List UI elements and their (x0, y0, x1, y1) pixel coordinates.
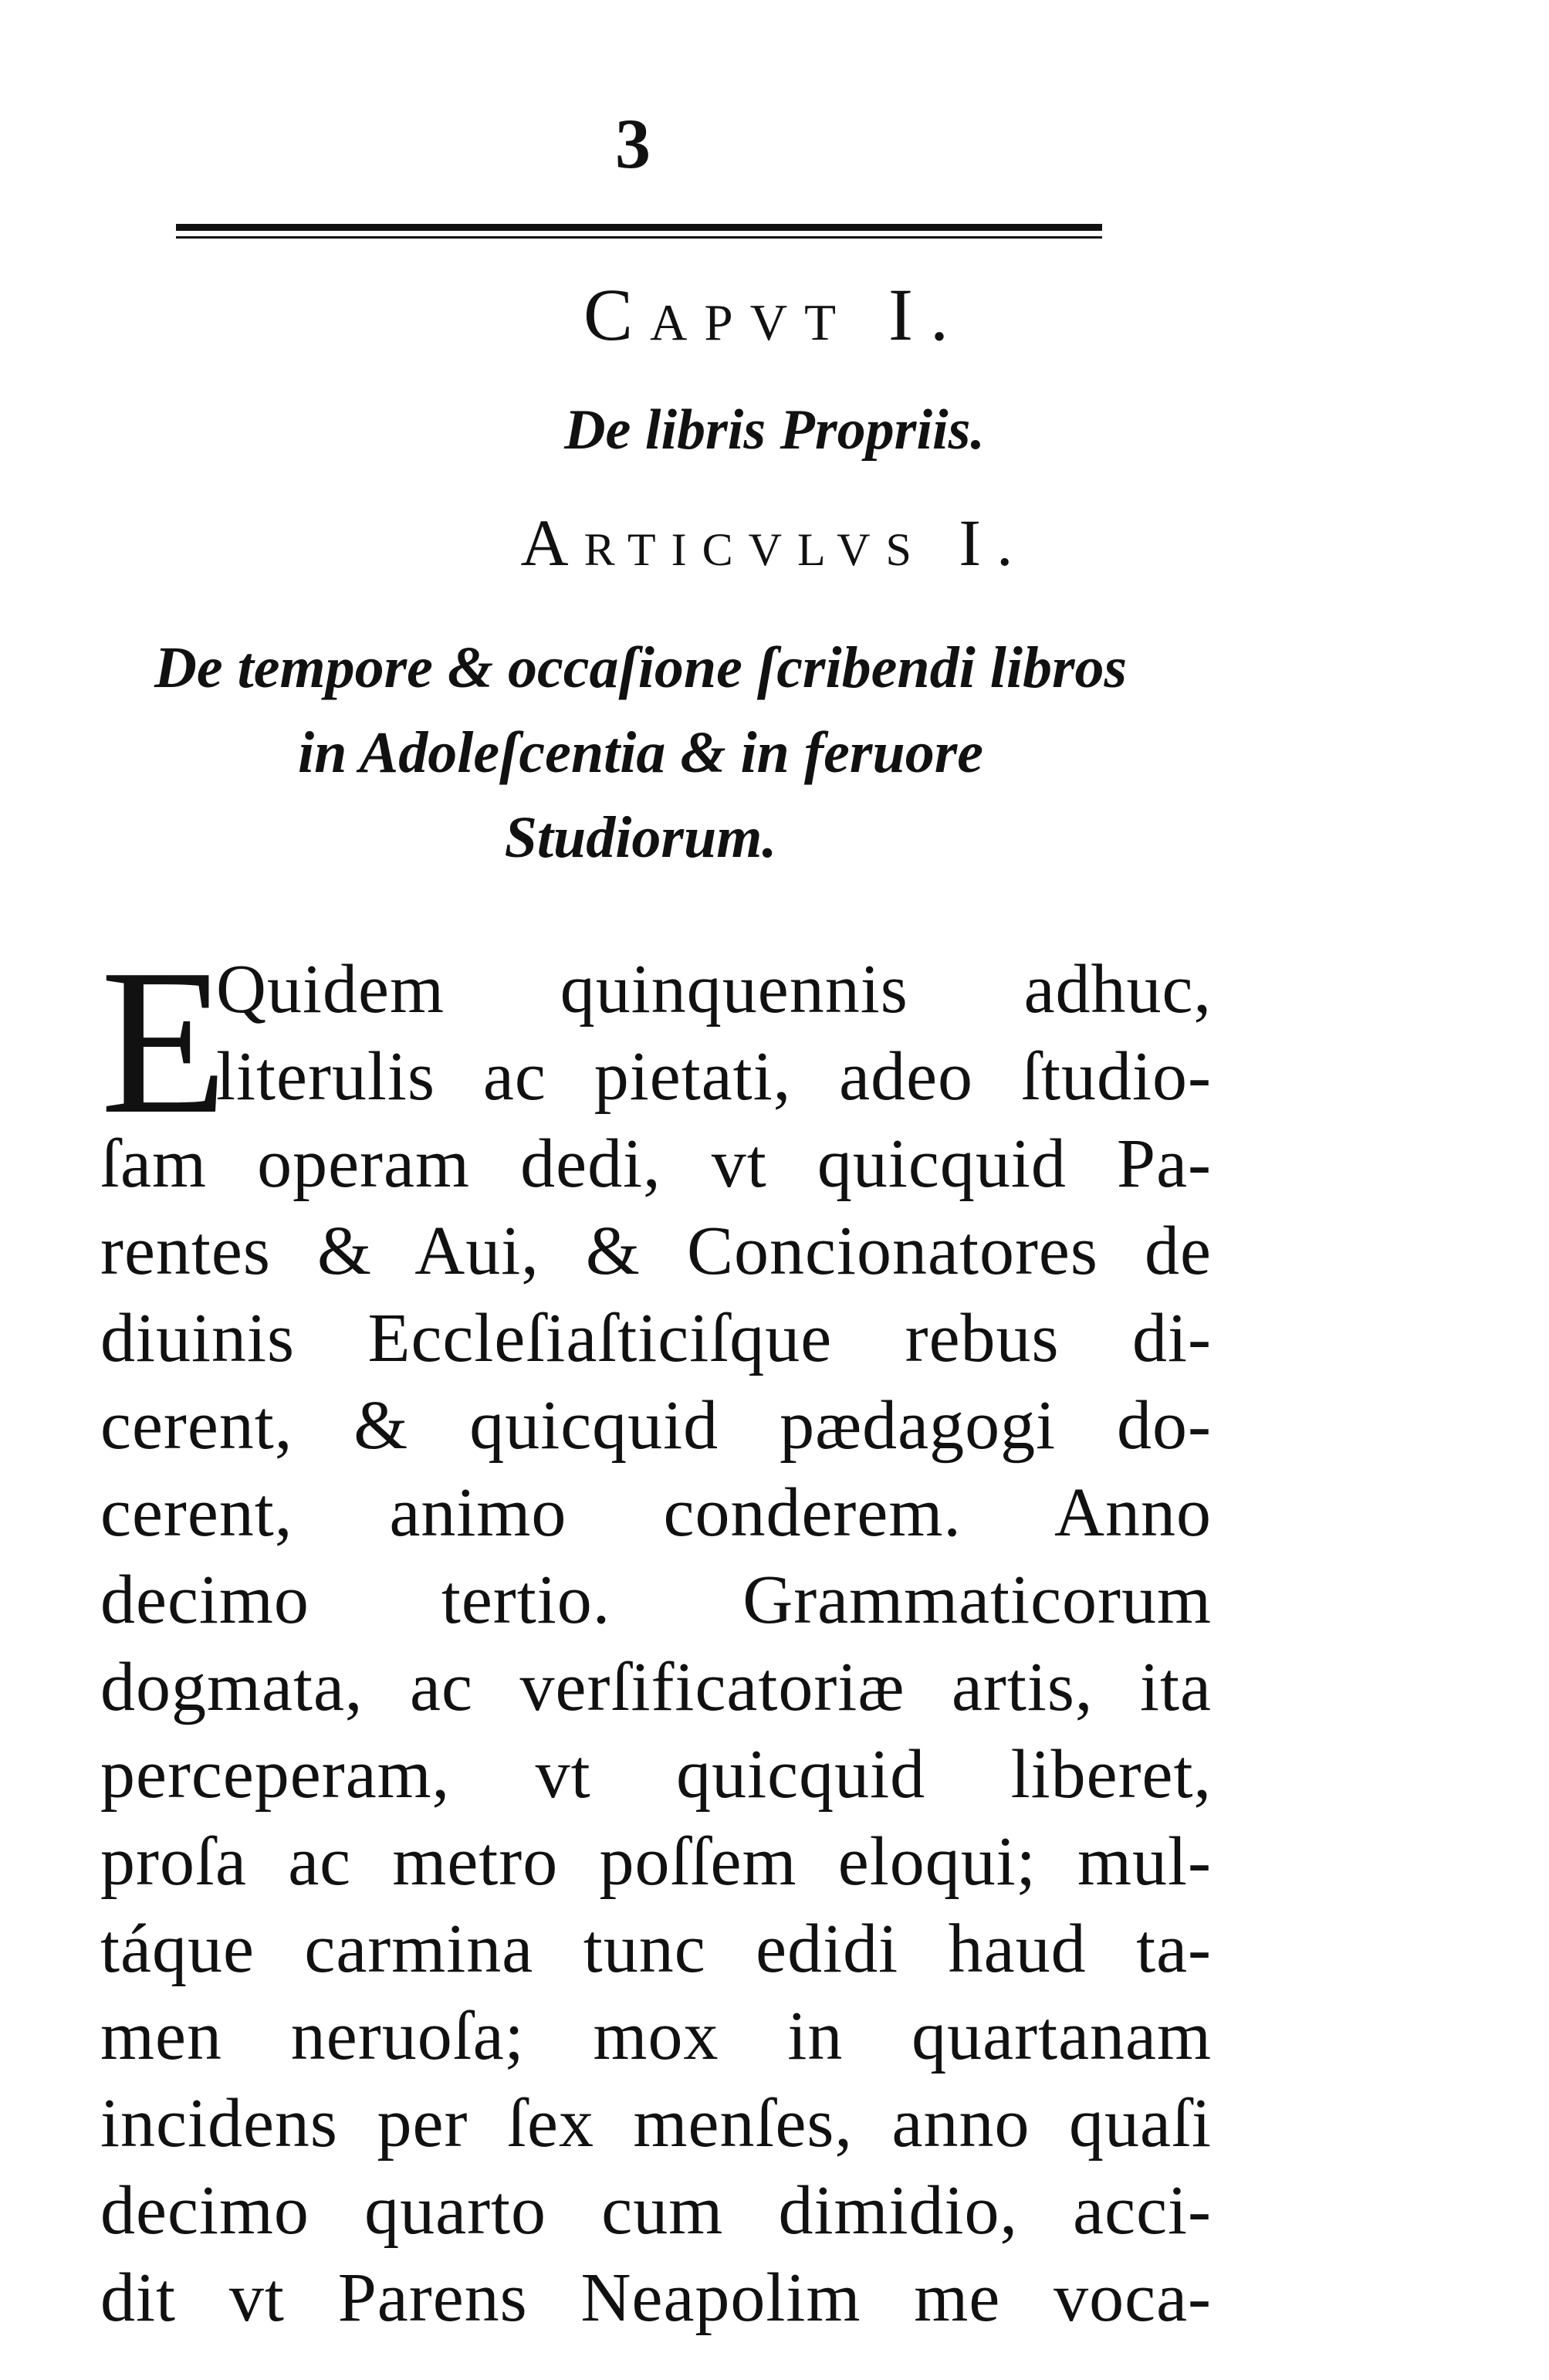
body-line: rentes & Aui, & Concionatores de (100, 1213, 1212, 1289)
body-line: incidens per ſex menſes, anno quaſi (100, 2085, 1212, 2162)
body-line: dogmata, ac verſificatoriæ artis, ita (100, 1649, 1212, 1725)
article-title-line: in Adoleſcentia & in feruore (297, 720, 984, 785)
body-text (100, 946, 1212, 2341)
body-line: decimo tertio. Grammaticorum (100, 1562, 1212, 1638)
chapter-heading: Capvt I. (583, 273, 966, 356)
body-line: cerent, & quicquid pædagogi do- (100, 1387, 1212, 1464)
body-line: táque carmina tunc edidi haud ta- (100, 1911, 1212, 1987)
body-line: literulis ac pietati, adeo ſtudio- (216, 1038, 1212, 1115)
body-line: dit vt Parens Neapolim me voca- (100, 2260, 1212, 2336)
article-title-line: Studiorum. (504, 805, 777, 870)
body-line: men neruoſa; mox in quartanam (100, 1998, 1212, 2074)
body-line: perceperam, vt quicquid liberet, (100, 1736, 1212, 1813)
header-rule-thick (176, 224, 1102, 231)
article-title-line: De tempore & occaſione ſcribendi libros (154, 635, 1128, 700)
body-line: ſam operam dedi, vt quicquid Pa- (100, 1126, 1212, 1202)
article-title (154, 625, 1127, 880)
body-line: diuinis Eccleſiaſticiſque rebus di- (100, 1300, 1212, 1376)
chapter-subtitle: De libris Propriis. (564, 398, 985, 462)
header-rule-thin (176, 236, 1102, 239)
drop-cap-initial: E (100, 926, 228, 1157)
page-number: 3 (615, 104, 651, 183)
body-line: cerent, animo conderem. Anno (100, 1474, 1212, 1551)
body-line: proſa ac metro poſſem eloqui; mul- (100, 1823, 1212, 1900)
body-line: Quidem quinquennis adhuc, (216, 951, 1212, 1027)
body-line: decimo quarto cum dimidio, acci- (100, 2172, 1212, 2249)
article-heading: Articvlvs I. (520, 506, 1029, 580)
